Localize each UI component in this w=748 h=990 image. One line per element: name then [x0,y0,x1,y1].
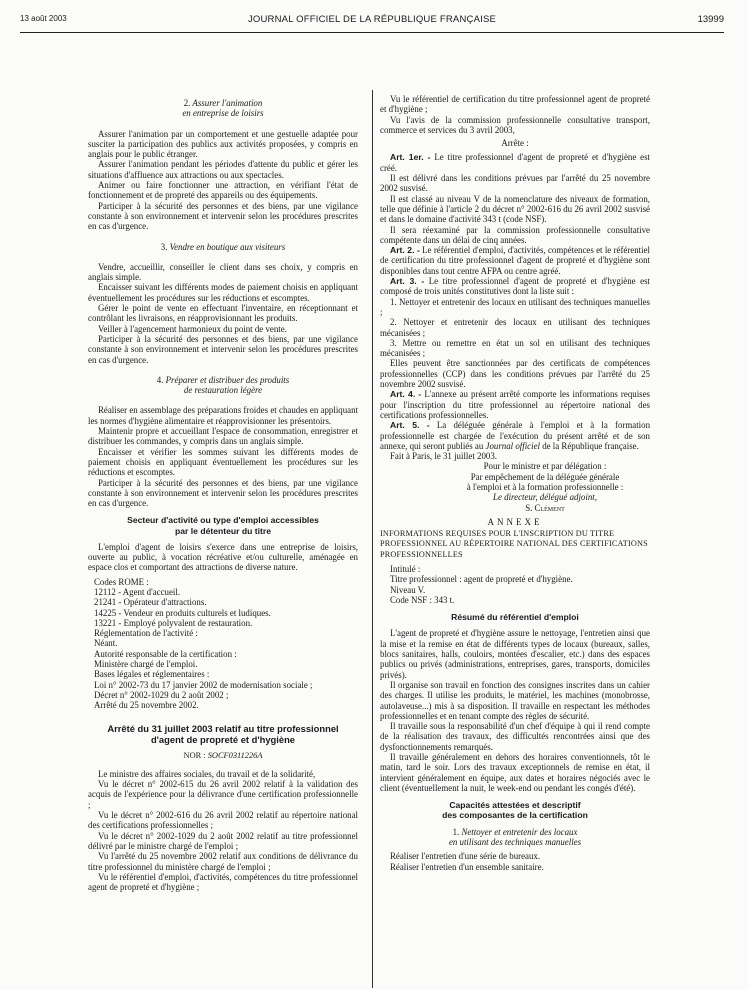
paragraph: Maintenir propre et accueillant l'espace de consommation, enregistrer et distribuer les commandes, y compris dans un anglais simple. [88,426,358,447]
paragraph: Il est délivré dans les conditions prévues par l'arrêté du 25 novembre 2002 susvisé. [380,173,650,194]
paragraph: Encaisser suivant les différents modes de paiement choisis en appliquant éventuellement les procédures sur les réductions et escomptes. [88,282,358,303]
paragraph: Participer à la sécurité des personnes et des biens, par une vigilance constante à son environnement et intervenir selon les procédures prescrites en cas d'urgence. [88,333,358,365]
paragraph: Vu le décret n° 2002-615 du 26 avril 2002 relatif à la validation des acquis de l'expérience pour la délivrance d'une certification professionnelle ; [88,779,358,810]
journal-title: JOURNAL OFFICIEL DE LA RÉPUBLIQUE FRANÇAISE [247,14,497,25]
article-4: Art. 4. - L'annexe au présent arrêté comporte les informations requises pour l'inscription du titre professionnel au répertoire national des certifications professionnelles. [380,389,651,420]
article-2: Art. 2. - Le référentiel d'emploi, d'activités, compétences et le référentiel de certification du titre professionnel d'agent de propreté et d'hygiène sont disponibles dans tout centre AFPA ou centre agréé. [380,245,651,276]
paragraph: Gérer le point de vente en effectuant l'inventaire, en réceptionnant et contrôlant les livraisons, en réapprovisionnant les produits. [88,303,358,324]
list-item: 2. Nettoyer et entretenir des locaux en utilisant des techniques mécanisées ; [380,317,650,338]
arrete-label: Arrête : [501,138,529,149]
paragraph: Réaliser l'entretien d'une série de bureaux. [390,851,541,862]
header-rule [20,32,724,33]
paragraph: Assurer l'animation par un comportement et une gestuelle adaptée pour susciter la participation des publics aux activités proposées, y compris en anglais pour le public étranger. [88,128,358,160]
article-1: Art. 1er. - Le titre professionnel d'agent de propreté et d'hygiène est créé. [380,152,650,173]
rome-codes: Codes ROME : 12112 - Agent d'accueil. 21241 - Opérateur d'attractions. 14225 - Vendeur en produits culturels et ludiques. 13221 - Employé polyvalent de restauration. Réglementation de l'activité : Néant. Autorité responsable de la certification : Ministère chargé de l'emploi. Bases légales et réglementaires : Loi n° 2002-73 du 17 janvier 2002 de modernisation sociale ; Décret n° 2002-1029 du 2 août 2002 ; Arrêté du 25 novembre 2002. [94,576,313,711]
paragraph: L'emploi d'agent de loisirs s'exerce dans une entreprise de loisirs, ouverte au public, à vocation récréative et/ou culturelle, aménagée en espace clos et comportant des attractions de diverse nature. [88,541,358,573]
paragraph: Veiller à l'agencement harmonieux du point de vente. [98,323,287,334]
capacites-heading: Capacités attestées et descriptif des composantes de la certification [442,800,588,821]
fait-a-paris: Fait à Paris, le 31 juillet 2003. [390,451,497,462]
paragraph: Participer à la sécurité des personnes et des biens, par une vigilance constante à son environnement et intervenir selon les procédures prescrites en cas d'urgence. [88,477,358,509]
left-column [88,88,358,892]
paragraph: L'agent de propreté et d'hygiène assure le nettoyage, l'entretien ainsi que la mise et la remise en état de différents types de locaux (bureaux, salles, blocs sanitaires, halls, couloirs, montées d'escalier, etc.) dans des espaces publics ou privés (administrations, entreprises, gares, transports, domiciles privés). [380,628,650,680]
capacite-1-heading: 1. Nettoyer et entretenir des locaux en utilisant des techniques manuelles [448,826,582,847]
paragraph: Il travaille généralement en dehors des horaires conventionnels, tôt le matin, tard le soir. Lors des travaux exceptionnels de remise en état, il intervient généralement en équipe, aux dates et horaires négociés avec le client (éventuellement la nuit, le week-end ou pendant les congés d'été). [380,752,650,793]
signature-block: Pour le ministre et par délégation : Par empêchement de la déléguée générale à l'emploi et à la formation professionnelle : Le directeur, délégué adjoint, S. Clément [466,461,624,513]
paragraph: Il sera réexaminé par la commission professionnelle consultative compétente dans un délai de cinq années. [380,224,650,245]
right-column [380,94,650,872]
paragraph: Vu le référentiel d'emploi, d'activités, compétences du titre professionnel agent de propreté et d'hygiène ; [88,871,358,893]
section-4-heading: 4. Préparer et distribuer des produits de restauration légère [156,374,290,396]
annexe-heading: ANNEXE [487,516,543,527]
title-info: Intitulé : Titre professionnel : agent de propreté et d'hygiène. Niveau V. Code NSF : 343 t. [390,564,573,605]
paragraph: Réaliser en assemblage des préparations froides et chaudes en appliquant les normes d'hygiène alimentaire et réapprovisionner les présentoirs. [88,405,358,426]
section-3-heading: 3. Vendre en boutique aux visiteurs [160,241,286,252]
paragraph: Il organise son travail en fonction des consignes inscrites dans un cahier des charges. Il utilise les produits, le matériel, les machines (monobrosse, autolaveuse...) mis à sa disposition. Il travaille en respectant les méthodes professionnelles et en tenant compte des règles de sécurité. [380,679,650,721]
list-item: 1. Nettoyer et entretenir des locaux en utilisant des techniques manuelles ; [380,296,650,317]
paragraph: Encaisser et vérifier les sommes suivant les différents modes de paiement choisis en appliquant éventuellement les procédures sur les réductions et escomptes. [88,446,358,478]
paragraph: Assurer l'animation pendant les périodes d'attente du public et gérer les situations d'affluence aux attractions ou aux spectacles. [88,159,358,180]
paragraph: Vu l'avis de la commission professionnelle consultative transport, commerce et services du 3 avril 2003, [380,114,650,135]
paragraph: Elles peuvent être sanctionnées par des certificats de compétences professionnelles (CCP) dans les conditions prévues par l'arrêté du 25 novembre 2002 susvisé. [380,358,650,390]
paragraph: Participer à la sécurité des personnes et des biens, par une vigilance constante à son environnement et intervenir selon les procédures prescrites en cas d'urgence. [88,200,358,232]
annexe-caps-title: INFORMATIONS REQUISES POUR L'INSCRIPTION DU TITRE PROFESSIONNEL AU RÉPERTOIRE NATIONAL DES CERTIFICATIONS PROFESSIONNELLES [380,529,648,559]
arrete-title: Arrêté du 31 juillet 2003 relatif au titre professionnel d'agent de propreté et d'hygiène [107,722,339,745]
sector-heading: Secteur d'activité ou type d'emploi accessibles par le détenteur du titre [127,515,319,536]
page-header [20,14,724,30]
paragraph: Vendre, accueillir, conseiller le client dans ses choix, y compris en anglais simple. [88,261,358,283]
paragraph: Il est classé au niveau V de la nomenclature des niveaux de formation, telle que définie à l'article 2 du décret n° 2002-616 du 26 avril 2002 susvisé et dans le domaine d'activité 343 t (code NSF). [380,193,650,225]
section-2-heading: 2. Assurer l'animation en entreprise de loisirs [182,98,264,119]
header-date: 13 août 2003 [20,14,67,23]
paragraph: Vu le référentiel de certification du titre professionnel agent de propreté et d'hygiène ; [380,94,650,115]
article-5: Art. 5. - La déléguée générale à l'emploi et à la formation professionnelle est chargée de l'exécution du présent arrêté et de son annexe, qui seront publiés au Journal officiel de la République française. [380,420,651,451]
article-3: Art. 3. - Le titre professionnel d'agent de propreté et d'hygiène est composé de trois unités constitutives dont la liste suit : [380,276,651,297]
paragraph: Vu le décret n° 2002-1029 du 2 août 2002 relatif au titre professionnel délivré par le ministre chargé de l'emploi ; [88,830,358,851]
list-item: 3. Mettre ou remettre en état un sol en utilisant des techniques mécanisées ; [380,337,650,359]
resume-heading: Résumé du référentiel d'emploi [451,612,579,623]
paragraph: Vu le décret n° 2002-616 du 26 avril 2002 relatif au répertoire national des certifications professionnelles ; [88,810,358,831]
paragraph: Animer ou faire fonctionner une attraction, en vérifiant l'état de fonctionnement et de propreté des appareils ou des équipements. [88,180,358,201]
paragraph: Vu l'arrêté du 25 novembre 2002 relatif aux conditions de délivrance du titre professionnel du ministère chargé de l'emploi ; [88,851,358,872]
paragraph: Il travaille sous la responsabilité d'un chef d'équipe à qui il rend compte de la réalisation des travaux, des difficultés rencontrées ainsi que des dysfonctionnements remarqués. [380,721,650,752]
paragraph: Réaliser l'entretien d'un ensemble sanitaire. [390,861,544,872]
column-divider [372,90,373,988]
nor-reference: NOR : SOCF0311226A [183,750,263,760]
page-number: 13999 [697,14,724,25]
paragraph: Le ministre des affaires sociales, du travail et de la solidarité, [98,768,316,779]
